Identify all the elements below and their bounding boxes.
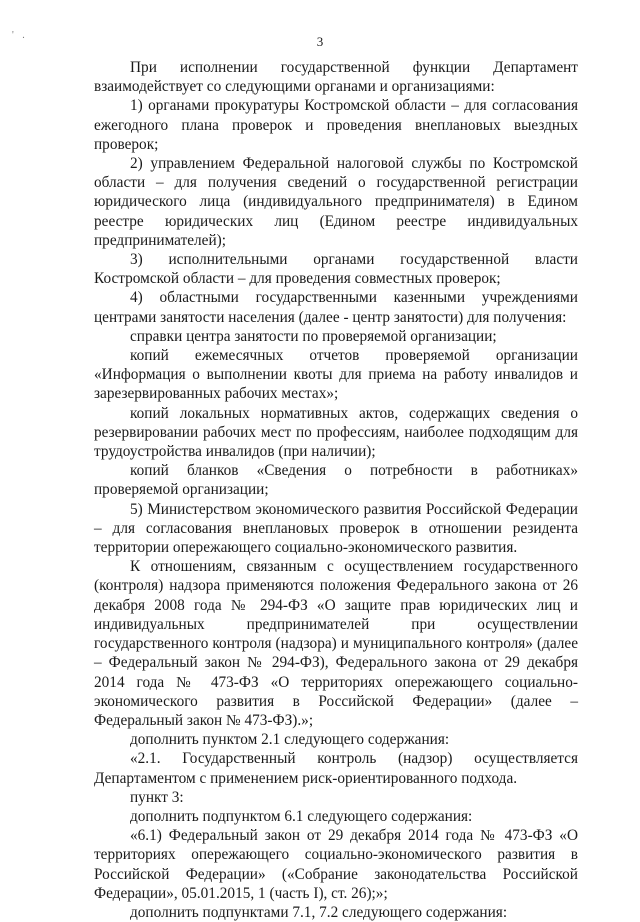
- paragraph: 5) Министерством экономического развития Российской Федерации – для согласования внеплановых проверок в отношении резидента территории опережающего социально-экономического развития.: [94, 500, 578, 557]
- paragraph: При исполнении государственной функции Департамент взаимодействует со следующими органами и организациями:: [94, 59, 578, 96]
- document-body: [94, 58, 578, 922]
- paragraph: копий локальных нормативных актов, содержащих сведения о резервировании рабочих мест по профессиям, наиболее подходящим для трудоустройства инвалидов (при наличии);: [94, 404, 578, 461]
- paragraph: 4) областными государственными казенными учреждениями центрами занятости населения (далее - центр занятости) для получения:: [94, 289, 578, 326]
- paragraph: справки центра занятости по проверяемой организации;: [130, 327, 497, 345]
- paragraph: дополнить пунктом 2.1 следующего содержания:: [130, 731, 450, 749]
- paragraph: 2) управлением Федеральной налоговой службы по Костромской области – для получения сведений о государственной регистрации юридического лица (индивидуального предпринимателя) в Едином реестре юридических лиц (Едином реестре индивидуальных предпринимателей);: [94, 155, 578, 249]
- paragraph: «6.1) Федеральный закон от 29 декабря 2014 года № 473-ФЗ «О территориях опережающего социально-экономического развития в Российской Федерации» («Собрание законодательства Российской Федерации», 05.01.2015, 1 (часть I), ст. 26);»;: [94, 827, 578, 902]
- page-number: 3: [316, 34, 324, 49]
- scan-corner-mark: ' .: [12, 30, 28, 41]
- paragraph: пункт 3:: [130, 788, 184, 806]
- paragraph: К отношениям, связанным с осуществлением государственного (контроля) надзора применяются положения Федерального закона от 26 декабря 2008 года № 294-ФЗ «О защите прав юридических лиц и индивидуальных предпринимателей при осуществлении государственного контроля (надзора) и муниципального контроля» (далее – Федеральный закон № 294-ФЗ), Федерального закона от 29 декабря 2014 года № 473-ФЗ «О территориях опережающего социально-экономического развития в Российской Федерации» (далее – Федеральный закон № 473-ФЗ).»;: [94, 558, 578, 729]
- paragraph: копий ежемесячных отчетов проверяемой организации «Информация о выполнении квоты для приема на работу инвалидов и зарезервированных рабочих местах»;: [94, 347, 578, 403]
- paragraph: копий бланков «Сведения о потребности в работниках» проверяемой организации;: [94, 462, 578, 499]
- paragraph: дополнить подпунктами 7.1, 7.2 следующего содержания:: [130, 903, 508, 921]
- paragraph: 1) органами прокуратуры Костромской области – для согласования ежегодного плана проверок и проведения внеплановых выездных проверок;: [94, 97, 578, 153]
- paragraph: дополнить подпунктом 6.1 следующего содержания:: [130, 807, 473, 825]
- paragraph: 3) исполнительными органами государственной власти Костромской области – для проведения совместных проверок;: [94, 251, 578, 288]
- paragraph: «2.1. Государственный контроль (надзор) осуществляется Департаментом с применением риск-ориентированного подхода.: [94, 750, 578, 787]
